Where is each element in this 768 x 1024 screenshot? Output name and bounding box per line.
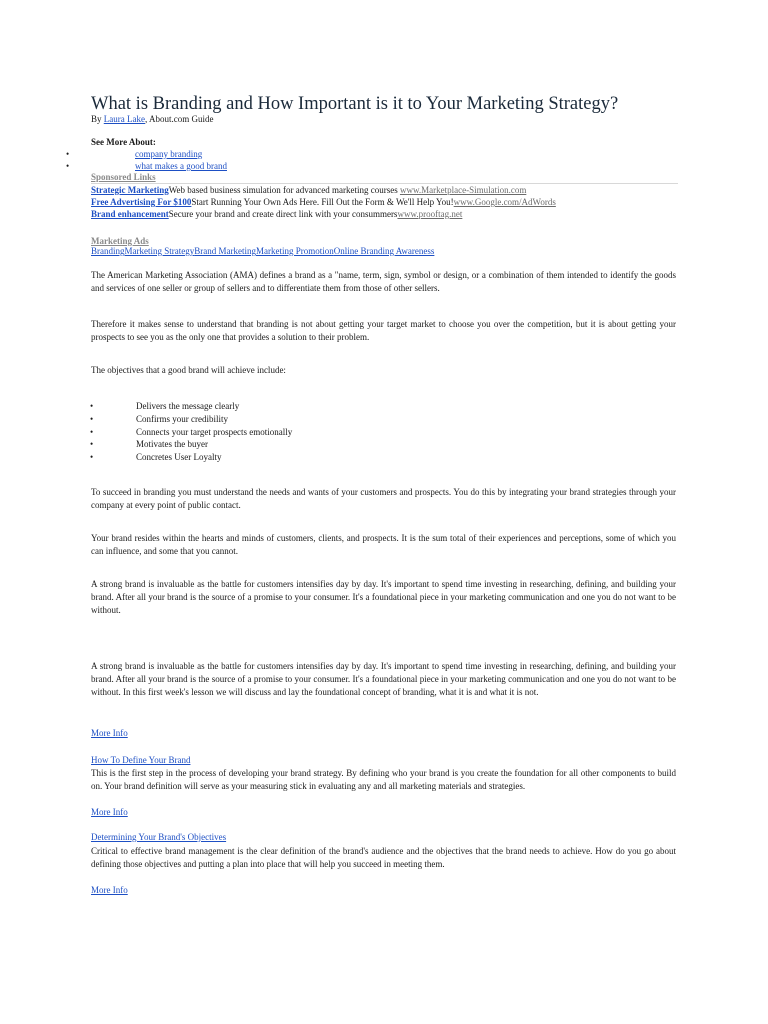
marketing-link-strategy[interactable]: Marketing Strategy — [124, 246, 195, 256]
marketing-ads-heading: Marketing Ads — [91, 236, 149, 246]
sponsored-ad — [91, 209, 462, 219]
ad-title-link[interactable]: Strategic Marketing — [91, 185, 169, 195]
section-text-brand-objectives: Critical to effective brand management is the clear definition of the brand's audience and the objectives that the brand needs to achieve. How do you go about defining those objectives and putting a plan into place that will help you succeed in meeting them. — [91, 846, 676, 869]
byline-prefix: By — [91, 114, 102, 124]
byline — [91, 114, 214, 124]
ad-text: Secure your brand and create direct link with your consummers — [168, 209, 398, 219]
body-paragraph-resides: Your brand resides within the hearts and minds of customers, clients, and prospects. It is the sum total of their experiences and perceptions, some of which you can influence, and some that you cannot. — [91, 533, 676, 556]
sponsored-divider — [91, 183, 678, 184]
ad-title-link[interactable]: Brand enhancement — [91, 209, 169, 219]
ad-url-link[interactable]: www.Marketplace-Simulation.com — [399, 185, 527, 195]
body-paragraph-objectives-intro: The objectives that a good brand will achieve include: — [91, 365, 286, 375]
section-text-define-brand: This is the first step in the process of developing your brand strategy. By defining who your brand is you create the foundation for all other components to build on. Your brand definition will serve as your measuring stick in evaluating any and all marketing materials and strategies. — [91, 768, 676, 791]
objective-text: Delivers the message clearly — [136, 401, 240, 411]
body-paragraph-strong-brand-lesson: A strong brand is invaluable as the battle for customers intensifies day by day. It's important to spend time investing in researching, defining, and building your brand. After all your brand is the source of a promise to your consumer. It's a foundational piece in your marketing communication and one you do not want to be without. In this first week's lesson we will discuss and lay the foundational concept of branding, what it is and what it is not. — [91, 661, 676, 697]
marketing-link-promotion[interactable]: Marketing Promotion — [255, 246, 334, 256]
marketing-link-branding[interactable]: Branding — [91, 246, 125, 256]
article-title: What is Branding and How Important is it to Your Marketing Strategy? — [91, 94, 619, 114]
bullet-icon: • — [90, 439, 94, 450]
marketing-ads-links — [91, 246, 434, 256]
marketing-link-brand-marketing[interactable]: Brand Marketing — [194, 246, 256, 256]
body-paragraph-strong-brand: A strong brand is invaluable as the battle for customers intensifies day by day. It's important to spend time investing in researching, defining, and building your brand. After all your brand is the source of a promise to your consumer. It's a foundational piece in your marketing communication and one you do not want to be without. — [91, 579, 676, 615]
body-paragraph-ama-definition: The American Marketing Association (AMA) defines a brand as a "name, term, sign, symbol or design, or a combination of them intended to identify the goods and services of one seller or group of sellers and to differentiate them from those of other sellers. — [91, 270, 676, 293]
objective-text: Concretes User Loyalty — [136, 452, 222, 462]
bullet-icon: • — [66, 149, 70, 159]
author-link[interactable]: Laura Lake — [103, 114, 145, 124]
more-info-link[interactable]: More Info — [91, 885, 128, 895]
more-info-link[interactable]: More Info — [91, 807, 128, 817]
bullet-icon: • — [66, 161, 70, 171]
sponsored-links-heading: Sponsored Links — [91, 172, 156, 182]
section-link-brand-objectives[interactable]: Determining Your Brand's Objectives — [91, 832, 227, 842]
byline-suffix: , About.com Guide — [145, 114, 214, 124]
ad-url-link[interactable]: www.Google.com/AdWords — [453, 197, 556, 207]
bullet-icon: • — [90, 426, 94, 437]
see-more-link-company-branding[interactable]: company branding — [135, 149, 203, 159]
sponsored-ad — [91, 185, 526, 195]
see-more-heading: See More About: — [91, 137, 156, 147]
ad-text: Web based business simulation for advanced marketing courses — [168, 185, 398, 195]
marketing-link-online-branding[interactable]: Online Branding Awareness — [333, 246, 435, 256]
sponsored-ad — [91, 197, 556, 207]
see-more-link-good-brand[interactable]: what makes a good brand — [135, 161, 227, 171]
objective-text: Motivates the buyer — [136, 439, 208, 450]
ad-url-link[interactable]: www.prooftag.net — [397, 209, 463, 219]
objective-text: Connects your target prospects emotionally — [136, 426, 293, 437]
objective-text: Confirms your credibility — [136, 413, 228, 424]
more-info-link[interactable]: More Info — [91, 728, 128, 738]
bullet-icon: • — [90, 401, 94, 411]
bullet-icon: • — [90, 413, 94, 424]
section-link-define-brand[interactable]: How To Define Your Brand — [91, 755, 191, 765]
bullet-icon: • — [90, 452, 94, 462]
ad-title-link[interactable]: Free Advertising For $100 — [91, 197, 192, 207]
ad-text: Start Running Your Own Ads Here. Fill Out the Form & We'll Help You! — [191, 197, 454, 207]
body-paragraph-therefore: Therefore it makes sense to understand that branding is not about getting your target market to choose you over the competition, but it is about getting your prospects to see you as the only one that provides a solution to their problem. — [91, 319, 676, 342]
body-paragraph-succeed: To succeed in branding you must understand the needs and wants of your customers and prospects. You do this by integrating your brand strategies through your company at every point of public contact. — [91, 487, 676, 510]
